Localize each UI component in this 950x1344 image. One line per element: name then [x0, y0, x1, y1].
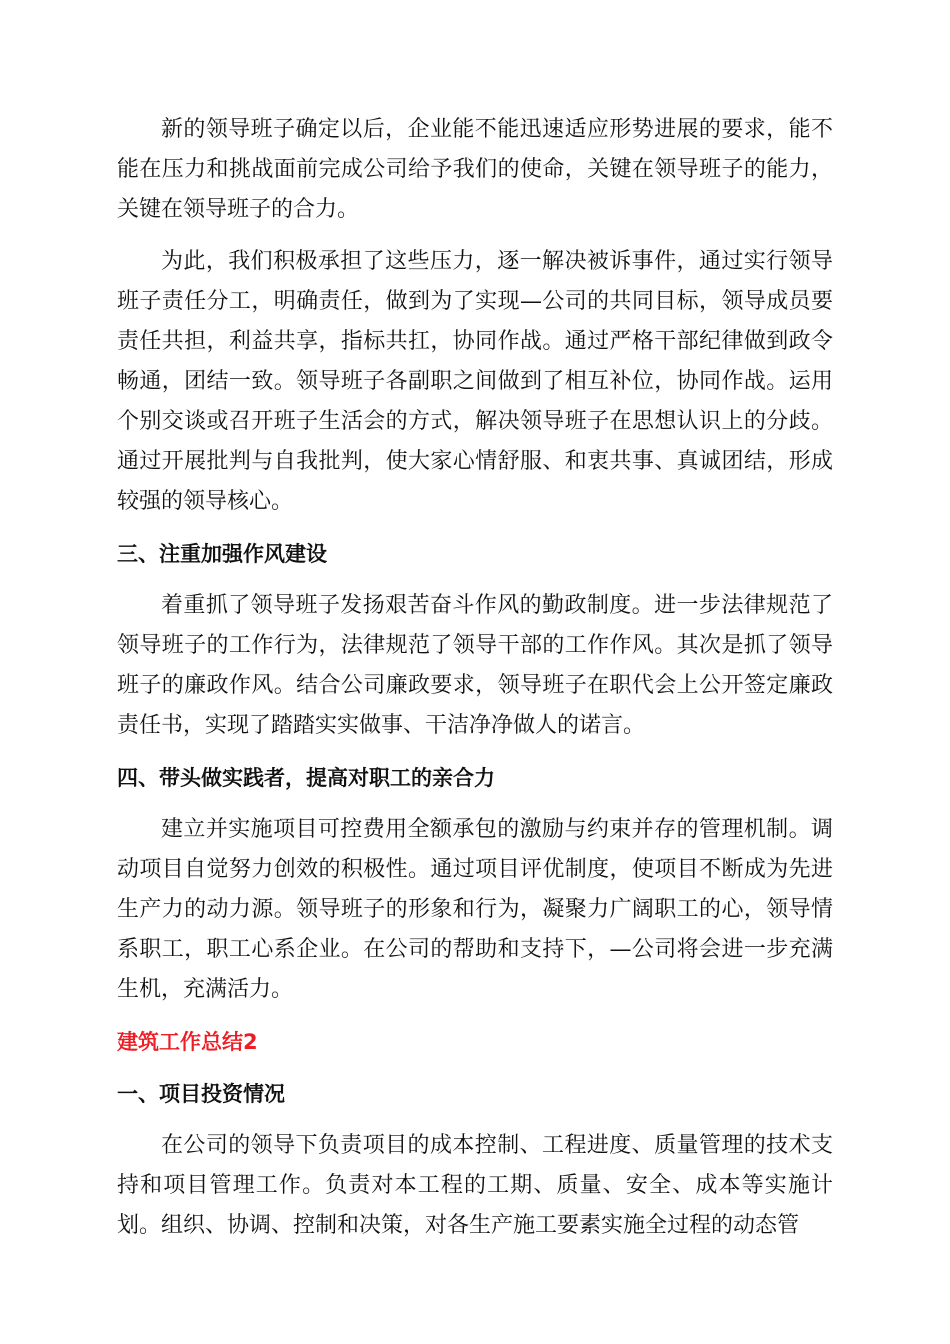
paragraph-gap — [117, 1062, 833, 1074]
document-body — [117, 110, 833, 1246]
paragraph-gap — [117, 522, 833, 534]
heading-practice: 四、带头做实践者，提高对职工的亲合力 — [117, 766, 495, 790]
section-title-summary-2: 建筑工作总结2 — [117, 1030, 258, 1054]
heading-project-investment: 一、项目投资情况 — [117, 1082, 285, 1106]
paragraph-gap — [117, 1010, 833, 1022]
paragraph-practice: 建立并实施项目可控费用全额承包的激励与约束并存的管理机制。调动项目自觉努力创效的积极性。通过项目评优制度，使项目不断成为先进生产力的动力源。领导班子的形象和行为，凝聚力广阔职工的心，领导情系职工，职工心系企业。在公司的帮助和支持下，—公司将会进一步充满生机，充满活力。 — [117, 817, 833, 1002]
paragraph-gap — [117, 746, 833, 758]
paragraph-gap — [117, 574, 833, 586]
paragraph-responsibility: 为此，我们积极承担了这些压力，逐一解决被诉事件，通过实行领导班子责任分工，明确责任，做到为了实现—公司的共同目标，领导成员要责任共担，利益共享，指标共扛，协同作战。通过严格干部纪律做到政令畅通，团结一致。领导班子各副职之间做到了相互补位，协同作战。运用个别交谈或召开班子生活会的方式，解决领导班子在思想认识上的分歧。通过开展批判与自我批判，使大家心情舒服、和衷共事、真诚团结，形成较强的领导核心。 — [117, 249, 833, 514]
paragraph-gap — [117, 798, 833, 810]
paragraph-gap — [117, 1114, 833, 1126]
paragraph-project-investment: 在公司的领导下负责项目的成本控制、工程进度、质量管理的技术支持和项目管理工作。负责对本工程的工期、质量、安全、成本等实施计划。组织、协调、控制和决策，对各生产施工要素实施全过程的动态管 — [117, 1133, 833, 1238]
paragraph-work-style: 着重抓了领导班子发扬艰苦奋斗作风的勤政制度。进一步法律规范了领导班子的工作行为，法律规范了领导干部的工作作风。其次是抓了领导班子的廉政作风。结合公司廉政要求，领导班子在职代会上公开签定廉政责任书，实现了踏踏实实做事、干洁净净做人的诺言。 — [117, 593, 833, 738]
heading-work-style: 三、注重加强作风建设 — [117, 542, 327, 566]
paragraph-leadership-team: 新的领导班子确定以后，企业能不能迅速适应形势进展的要求，能不能在压力和挑战面前完成公司给予我们的使命，关键在领导班子的能力，关键在领导班子的合力。 — [117, 117, 833, 222]
paragraph-gap — [117, 230, 833, 242]
